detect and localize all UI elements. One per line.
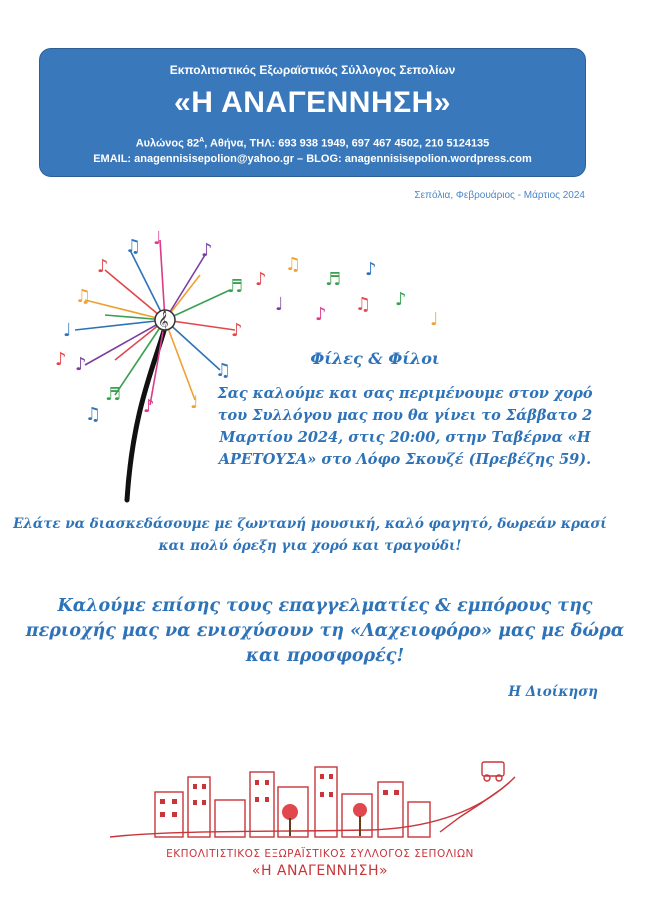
svg-text:♪: ♪ (97, 256, 109, 277)
svg-text:♬: ♬ (105, 384, 122, 405)
svg-text:♪: ♪ (143, 396, 155, 417)
svg-text:♪: ♪ (75, 354, 87, 375)
city-skyline-icon (110, 752, 530, 852)
svg-text:♫: ♫ (85, 404, 102, 425)
svg-text:♬: ♬ (227, 276, 244, 297)
svg-text:♫: ♫ (75, 286, 92, 307)
svg-text:♫: ♫ (355, 294, 372, 315)
svg-text:♪: ♪ (255, 269, 267, 290)
svg-text:♫: ♫ (285, 254, 302, 275)
logo-caption-line1: ΕΚΠΟΛΙΤΙΣΤΙΚΟΣ ΕΞΩΡΑΪΣΤΙΚΟΣ ΣΥΛΛΟΓΟΣ ΣΕΠΟΛΙΩΝ (166, 848, 474, 860)
header-banner (39, 48, 586, 177)
svg-text:♪: ♪ (201, 240, 213, 261)
svg-text:♪: ♪ (365, 259, 377, 280)
svg-text:♪: ♪ (55, 349, 67, 370)
svg-text:♩: ♩ (190, 392, 199, 413)
address-rest: , Αθήνα, ΤΗΛ: 693 938 1949, 697 467 4502, 210 5124135 (204, 137, 490, 150)
svg-text:♬: ♬ (325, 269, 342, 290)
org-name: Εκπολιτιστικός Εξωραϊστικός Σύλλογος Σεπολίων (169, 63, 456, 77)
address-street: Αυλώνος 82 (135, 137, 200, 150)
greeting: Φίλες & Φίλοι (310, 349, 440, 368)
logo-caption-line2: «Η ΑΝΑΓΕΝΝΗΣΗ» (251, 863, 389, 879)
signature: Η Διοίκηση (508, 684, 598, 700)
merchants-appeal: Καλούμε επίσης τους επαγγελματίες & εμπόρους της περιοχής μας να ενισχύσουν τη «Λαχειοφόρο» μας με δώρα και προσφορές! (25, 596, 625, 666)
svg-text:♫: ♫ (215, 360, 232, 381)
svg-text:♩: ♩ (153, 230, 162, 249)
svg-text:♩: ♩ (63, 320, 72, 341)
invitation-text: Σας καλούμε και σας περιμένουμε στον χορό του Συλλόγου μας που θα γίνει το Σάββατο 2 Μαρτίου 2024, στις 20:00, στην Ταβέρνα «Η ΑΡΕΤΟΥΣΑ» στο Λόφο Σκουζέ (Πρεβέζης 59). (217, 385, 593, 468)
svg-text:𝄞: 𝄞 (158, 311, 169, 332)
svg-text:♪: ♪ (395, 289, 407, 310)
date-line: Σεπόλια, Φεβρουάριος - Μάρτιος 2024 (414, 190, 585, 201)
svg-text:♩: ♩ (430, 309, 439, 330)
org-address (40, 137, 585, 150)
org-title: «Η ΑΝΑΓΕΝΝΗΣΗ» (174, 86, 451, 119)
svg-text:♩: ♩ (275, 294, 284, 315)
org-contact: EMAIL: anagennisisepolion@yahoo.gr – BLOG: anagennisisepolion.wordpress.com (93, 153, 532, 165)
svg-text:♪: ♪ (231, 320, 243, 341)
svg-text:♪: ♪ (315, 304, 327, 325)
svg-text:♫: ♫ (125, 236, 142, 257)
address-sup: Α (199, 137, 205, 144)
association-logo (110, 752, 530, 887)
enjoy-text: Ελάτε να διασκεδάσουμε με ζωντανή μουσική, καλό φαγητό, δωρεάν κρασί και πολύ όρεξη για χορό και τραγούδι! (13, 516, 607, 554)
